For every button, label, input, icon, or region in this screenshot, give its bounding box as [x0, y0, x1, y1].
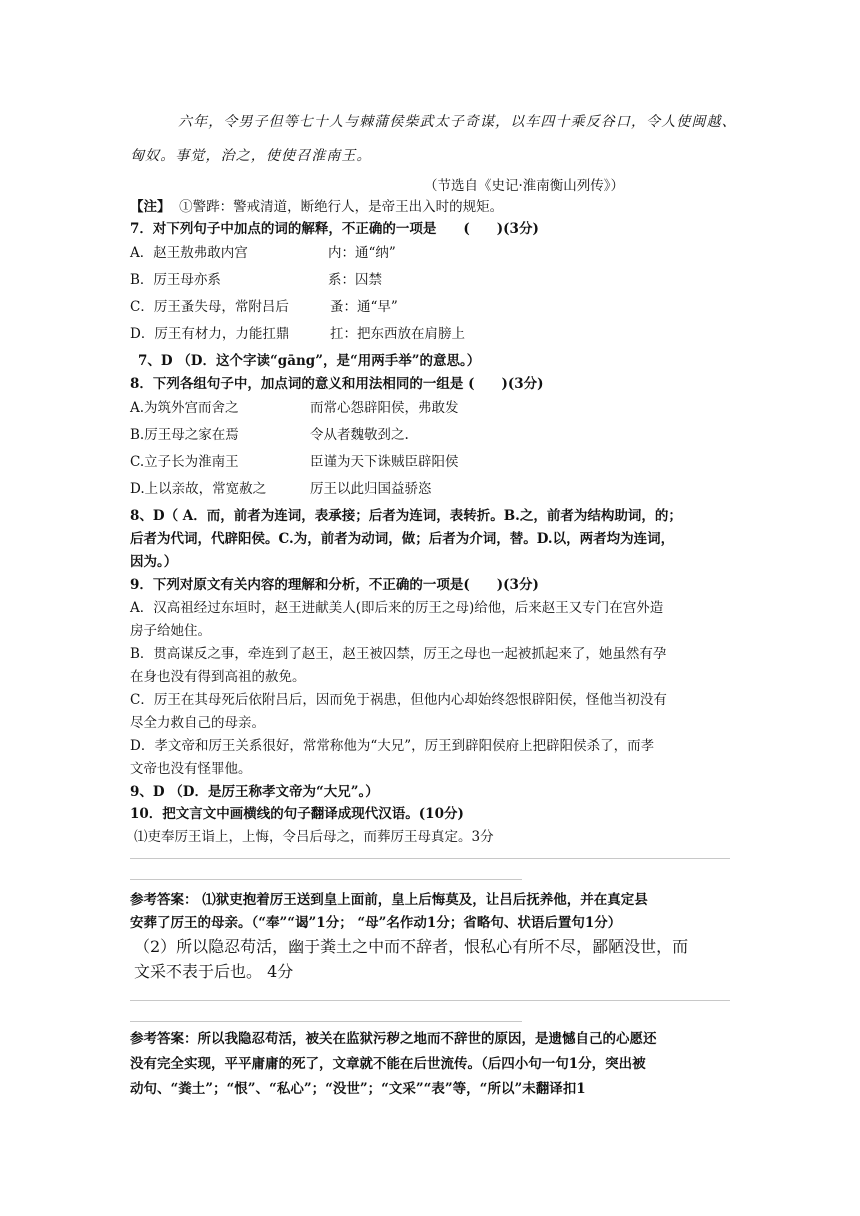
- note-text: ①警跸：警戒清道，断绝行人，是帝王出入时的规矩。: [179, 199, 504, 215]
- q7-stem: 7．对下列句子中加点的词的解释，不正确的一项是 ( )(3分): [130, 221, 539, 237]
- q8-stem: 8．下列各组句子中，加点词的意义和用法相同的一组是 ( )(3分): [130, 376, 544, 392]
- q10-sub2-line: 文采不表于后也。 4分: [134, 962, 294, 981]
- q10-ref2-line: 参考答案：所以我隐忍苟活，被关在监狱污秽之地而不辞世的原因，是遗憾自己的心愿还: [130, 1031, 657, 1047]
- q8-answer-line: 后者为代词，代辟阳侯。C.为，前者为动词，做；后者为介词，替。D.以，两者均为连词，: [130, 531, 675, 547]
- q7-option-sentence: D．厉王有材力，力能扛鼎: [130, 326, 290, 342]
- q9-line: 在身也没有得到高祖的赦免。: [130, 669, 306, 685]
- q9-line: D．孝文帝和厉王关系很好，常常称他为“大兄”，厉王到辟阳侯府上把辟阳侯杀了，而孝: [130, 738, 655, 754]
- q8-answer-line: 因为。）: [130, 554, 178, 570]
- q8-option-right: 而常心怨辟阳侯，弗敢发: [310, 400, 459, 416]
- answer-line: [130, 1000, 730, 1001]
- q8-option-right: 令从者魏敬刭之.: [310, 427, 409, 443]
- q7-option-gloss: 蚤：通“早”: [330, 299, 398, 315]
- q7-answer: 7、D （D．这个字读“gāng”，是“用两手举”的意思。）: [138, 353, 481, 369]
- q10-stem: 10．把文言文中画横线的句子翻译成现代汉语。(10分): [130, 806, 464, 822]
- answer-line: [130, 879, 522, 880]
- q7-option-b: [130, 272, 740, 288]
- q7-option-a: [130, 245, 740, 261]
- q10-sub1: ⑴吏奉厉王诣上，上悔，令吕后母之，而葬厉王母真定。3分: [134, 829, 494, 845]
- q10-ref1-line: 参考答案： ⑴狱吏抱着厉王送到皇上面前，皇上后悔莫及，让吕后抚养他，并在真定县: [130, 892, 648, 908]
- q9-line: 房子给她住。: [130, 623, 211, 639]
- q9-line: 尽全力救自己的母亲。: [130, 715, 265, 731]
- passage-line-1: 六年，令男子但等七十人与棘蒲侯柴武太子奇谋，以车四十乘反谷口，令人使闽越、: [178, 114, 737, 130]
- q10-ref1-line: 安葬了厉王的母亲。（“奉”“谒”1分； “母”名作动1分；省略句、状语后置句1分）: [130, 915, 622, 931]
- q8-option-right: 臣谨为天下诛贼臣辟阳侯: [310, 454, 459, 470]
- passage-line-2: 匈奴。事觉，治之，使使召淮南王。: [130, 148, 372, 164]
- q7-option-c: [130, 299, 740, 315]
- q10-sub2-line: （2）所以隐忍苟活，幽于粪土之中而不辞者，恨私心有所不尽，鄙陋没世，而: [134, 937, 689, 956]
- q10-ref2-line: 动句、“粪土”；“恨”、“私心”；“没世”；“文采”“表”等，“所以”未翻译扣1: [130, 1081, 586, 1097]
- q8-option-a: [130, 400, 740, 416]
- q10-ref2-line: 没有完全实现，平平庸庸的死了，文章就不能在后世流传。（后四小句一句1分，突出被: [130, 1056, 646, 1072]
- answer-line: [130, 858, 730, 859]
- q9-line: A．汉高祖经过东垣时，赵王进献美人(即后来的厉王之母)给他，后来赵王又专门在宫外造: [130, 600, 664, 616]
- q9-line: 文帝也没有怪罪他。: [130, 761, 252, 777]
- answer-line: [130, 1021, 522, 1022]
- q8-option-left: A.为筑外宫而舍之: [130, 400, 239, 416]
- note: [130, 199, 740, 215]
- q9-answer: 9、D （D．是厉王称孝文帝为“大兄”。）: [130, 784, 379, 800]
- note-label: 【注】: [130, 199, 171, 215]
- q8-option-d: [130, 481, 740, 497]
- q8-option-right: 厉王以此归国益骄恣: [310, 481, 432, 497]
- q7-option-sentence: A．赵王敖弗敢内宫: [130, 245, 248, 261]
- q8-option-left: B.厉王母之家在焉: [130, 427, 239, 443]
- q9-line: B．贯高谋反之事，牵连到了赵王，赵王被囚禁，厉王之母也一起被抓起来了，她虽然有孕: [130, 646, 667, 662]
- q7-option-sentence: C．厉王蚤失母，常附吕后: [130, 299, 289, 315]
- q8-option-c: [130, 454, 740, 470]
- passage-source: （节选自《史记·淮南衡山列传》）: [424, 178, 625, 194]
- q8-option-b: [130, 427, 740, 443]
- q7-option-gloss: 系：囚禁: [328, 272, 382, 288]
- q9-line: C．厉王在其母死后依附吕后，因而免于祸患，但他内心却始终怨恨辟阳侯，怪他当初没有: [130, 692, 667, 708]
- q8-answer-line: 8、D（ A．而，前者为连词，表承接；后者为连词，表转折。B.之，前者为结构助词，的；: [130, 508, 682, 524]
- q7-option-d: [130, 326, 740, 342]
- q9-stem: 9．下列对原文有关内容的理解和分析，不正确的一项是( )(3分): [130, 577, 539, 593]
- q7-option-gloss: 内：通“纳”: [328, 245, 396, 261]
- q7-option-gloss: 扛：把东西放在肩膀上: [330, 326, 465, 342]
- q8-option-left: D.上以亲故，常宽赦之: [130, 481, 267, 497]
- q8-option-left: C.立子长为淮南王: [130, 454, 239, 470]
- q7-option-sentence: B．厉王母亦系: [130, 272, 221, 288]
